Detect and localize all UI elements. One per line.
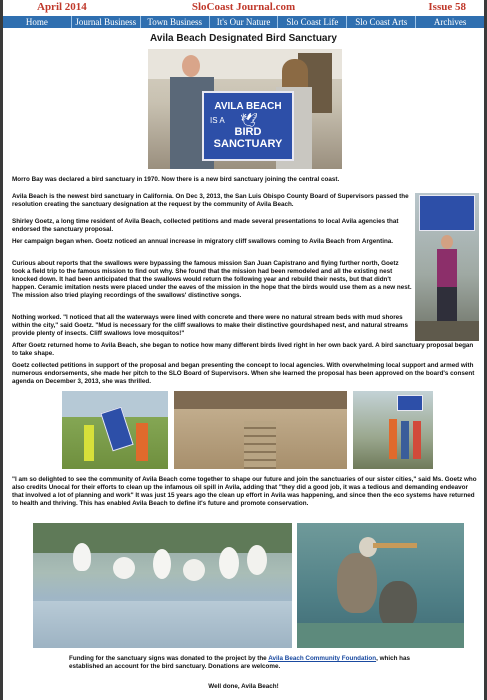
photo-sign-install [62, 391, 168, 469]
paragraph-2: Avila Beach is the newest bird sanctuary in California. On Dec 3, 2013, the San Luis Obispo County Board of Supervisors passed the resolution creating the sanctuary designation at the request by the community of Avila Beach. [12, 193, 409, 208]
nav-its-our-nature[interactable]: It's Our Nature [210, 16, 279, 28]
paragraph-6: Nothing worked. "I noticed that all the waterways were lined with concrete and there were no natural stream beds with mud shores within the city," said Goetz. "Mud is necessary for the cliff swallows to make their distinctive gourdshaped nest, and natural streams provide plenty of insects. Cliff swallows love mosquitos!" [12, 314, 409, 337]
nav-bar [3, 16, 484, 28]
photo-pelican [297, 523, 464, 648]
nav-archives[interactable]: Archives [433, 17, 467, 27]
paragraph-1: Morro Bay was declared a bird sanctuary in 1970. Now there is a new bird sanctuary joining the central coast. [12, 176, 340, 183]
nav-slo-coast-arts[interactable]: Slo Coast Arts [347, 16, 416, 28]
photo-mission-nests [174, 391, 347, 469]
photo-egrets [33, 523, 292, 648]
nav-slo-coast-life[interactable]: Slo Coast Life [278, 16, 347, 28]
bird-icon: 🕊 [240, 112, 258, 128]
nav-journal-business[interactable]: Journal Business [72, 16, 141, 28]
nav-home[interactable]: Home [3, 16, 72, 28]
group-sign [397, 395, 423, 411]
paragraph-10: Funding for the sanctuary signs was donated to the project by the Avila Beach Community Foundation, which has established an account for the bird sanctuary. Donations are welcome. [69, 655, 411, 670]
site-name[interactable]: SloCoast Journal.com [191, 1, 296, 13]
sanctuary-sign: AVILA BEACH IS A BIRD SANCTUARY 🕊 [202, 91, 294, 161]
paragraph-3: Shirley Goetz, a long time resident of Avila Beach, collected petitions and made several presentations to local Avila agencies that endorsed the sanctuary proposal. [12, 218, 399, 233]
paragraph-5: Curious about reports that the swallows were bypassing the famous mission San Juan Capistrano and flying further north, Goetz took a field trip to the famous mission to find out why. She found that the mission had been remodeled and all the existing nest knocked down. It had been anticipated that the swallows would return the following year and rebuild their nests, but that didn't happen. Ceramic imitation nests were placed under the eaves of the mission in the hope that the birds would use them as a new nest. The mission also tried playing recordings of the swallows' distinctive songs. [12, 260, 412, 299]
photo-group-sign [353, 391, 433, 469]
nav-town-business[interactable]: Town Business [141, 16, 210, 28]
article-title: Avila Beach Designated Bird Sanctuary [150, 33, 337, 44]
paragraph-9: "I am so delighted to see the community of Avila Beach come together to shape our future and join the sanctuaries of our sister cities," said Ms. Goetz who also credits Unocal for their efforts to clean up the infamous oil spill in Avila, adding that "they did a good job, it was a tedious and demanding endeavor that involved a lot of planning and work" It was just 15 years ago the clean up effort in Avila was happening, and since then the eco systems have returned to health and thriving. This has enabled Avila Beach to define it's future and promote conservation. [12, 476, 477, 507]
side-photo [415, 193, 479, 341]
paragraph-4: Her campaign began when. Goetz noticed an annual increase in migratory cliff swallows coming to Avila Beach from Argentina. [12, 238, 394, 245]
side-sanctuary-sign [419, 195, 475, 231]
issue-date: April 2014 [37, 1, 87, 13]
paragraph-8: Goetz collected petitions in support of the proposal and began presenting the concept to local agencies. With overwhelming local support and armed with numerous endorsements, she made her pitch to the SLO Board of Supervisors. When she learned the proposal has been approved on the board's consent agenda on December 3, 2013, she was thrilled. [12, 362, 475, 385]
issue-number: Issue 58 [428, 1, 466, 13]
closing-line: Well done, Avila Beach! [208, 683, 279, 690]
paragraph-7: After Goetz returned home to Avila Beach, she began to notice how many different birds lived right in her own back yard. A bird sanctuary proposal began to take shape. [12, 342, 474, 357]
foundation-link[interactable]: Avila Beach Community Foundation [268, 655, 377, 662]
main-photo [148, 49, 342, 169]
masthead [3, 0, 484, 16]
